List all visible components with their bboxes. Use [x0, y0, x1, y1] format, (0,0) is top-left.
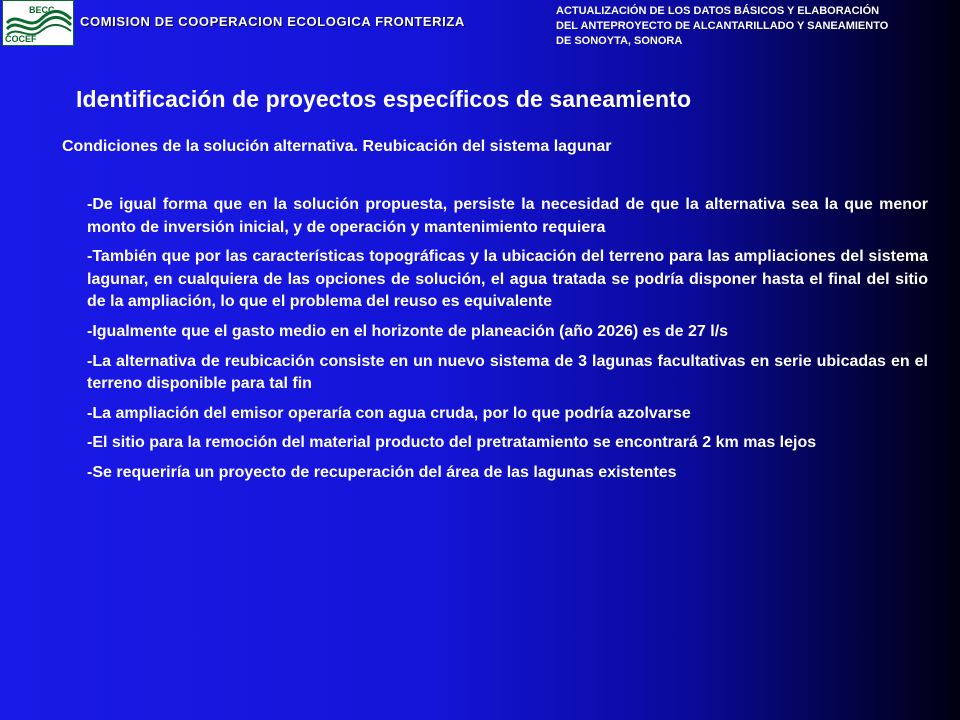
becc-cocef-logo — [2, 0, 74, 46]
list-item: -El sitio para la remoción del material producto del pretratamiento se encontrará 2 km mas lejos — [87, 434, 817, 452]
bullet-list — [87, 194, 928, 492]
project-title-line: DE SONOYTA, SONORA — [556, 35, 683, 47]
project-title-line: ACTUALIZACIÓN DE LOS DATOS BÁSICOS Y ELABORACIÓN — [556, 5, 880, 17]
list-item: -Igualmente que el gasto medio en el horizonte de planeación (año 2026) es de 27 l/s — [87, 322, 729, 340]
list-item: -Se requeriría un proyecto de recuperación del área de las lagunas existentes — [87, 463, 677, 481]
slide-title: Identificación de proyectos específicos de saneamiento — [76, 86, 692, 112]
project-title-line: DEL ANTEPROYECTO DE ALCANTARILLADO Y SANEAMIENTO — [556, 20, 889, 32]
organization-name: COMISION DE COOPERACION ECOLOGICA FRONTERIZA — [80, 14, 465, 29]
logo-becc-text: BECC — [29, 5, 55, 15]
list-item: -También que por las características topográficas y la ubicación del terreno para las ampliaciones del sistema lagunar, en cualquiera de las opciones de solución, el agua tratada se podría disponer hasta el final del sitio de la ampliación, lo que el problema del reuso es equivalente — [87, 248, 928, 311]
slide-subtitle: Condiciones de la solución alternativa. Reubicación del sistema lagunar — [62, 138, 612, 155]
logo-cocef-text: COCEF — [5, 34, 37, 44]
list-item: -La alternativa de reubicación consiste en un nuevo sistema de 3 lagunas facultativas en serie ubicadas en el terreno disponible para tal fin — [87, 352, 928, 393]
project-title — [556, 4, 956, 49]
list-item: -De igual forma que en la solución propuesta, persiste la necesidad de que la alternativa sea la que menor monto de inversión inicial, y de operación y mantenimiento requiera — [87, 196, 928, 236]
list-item: -La ampliación del emisor operaría con agua cruda, por lo que podría azolvarse — [87, 404, 691, 422]
